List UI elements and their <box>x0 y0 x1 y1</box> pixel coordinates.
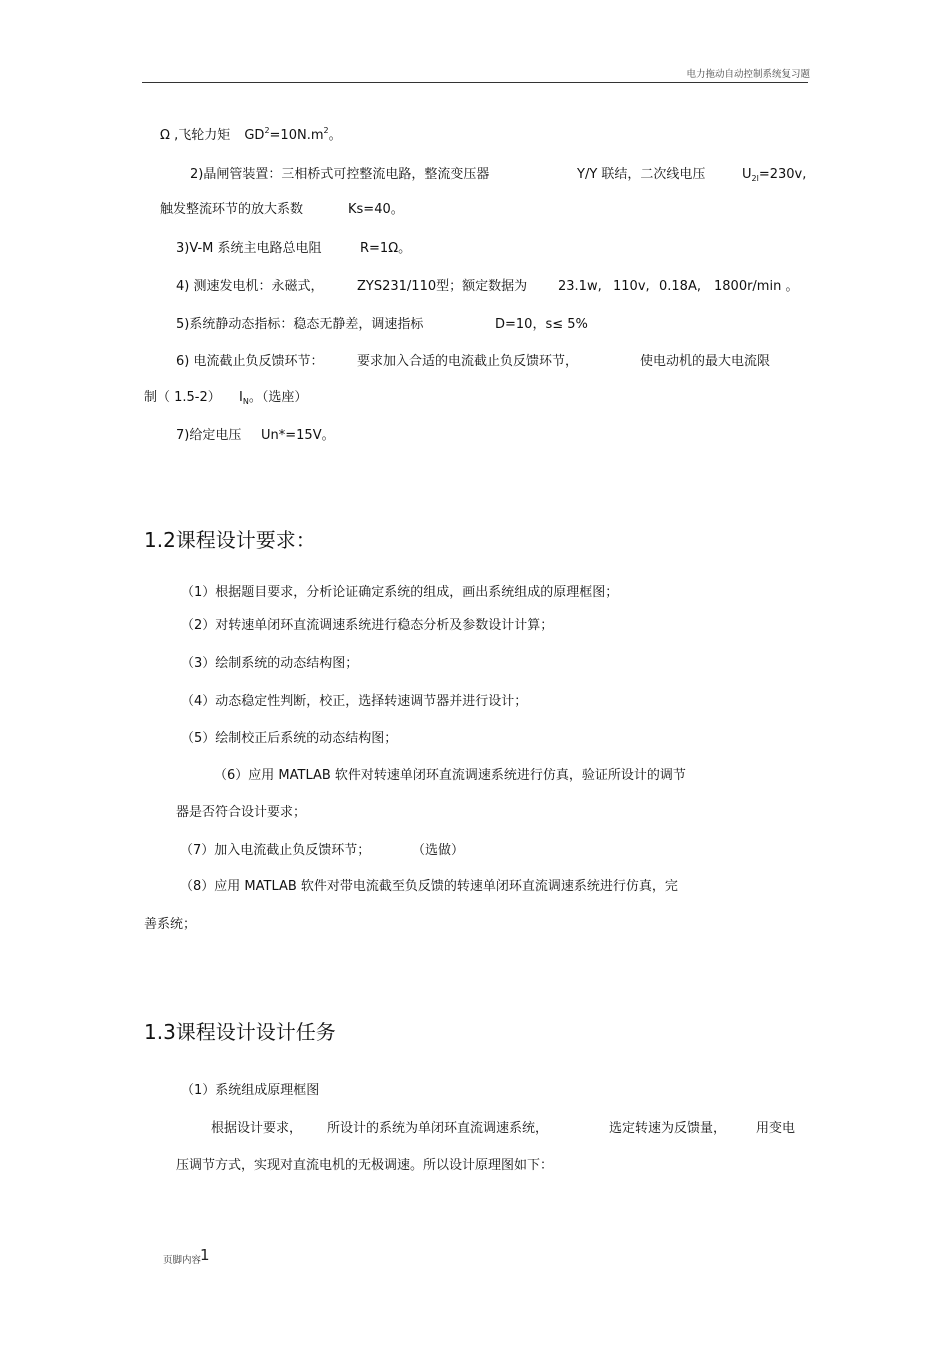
param-text: Un*=15V。 <box>261 428 335 443</box>
param-line-3 <box>160 202 460 218</box>
param-text: 制（ 1.5-2） <box>144 390 221 405</box>
param-text: 2)晶闸管装置：三相桥式可控整流电路，整流变压器 <box>190 167 490 182</box>
param-text: 5)系统静动态指标：稳态无静差，调速指标 <box>176 317 424 332</box>
paragraph-text: 所设计的系统为单闭环直流调速系统， <box>327 1121 549 1136</box>
section-heading-1-3: 1.3课程设计设计任务 <box>144 1020 336 1044</box>
list-item: （8）应用 MATLAB 软件对带电流截至负反馈的转速单闭环直流调速系统进行仿真，完 <box>180 879 678 894</box>
list-item: （5）绘制校正后系统的动态结构图； <box>181 731 398 746</box>
param-text: Ω ,飞轮力矩 <box>160 128 231 143</box>
header-title: 电力拖动自动控制系统复习题 <box>686 69 810 80</box>
param-line-9 <box>176 428 476 444</box>
param-line-6 <box>176 317 616 333</box>
param-text: ZYS231/110型；额定数据为 <box>357 279 528 294</box>
param-text: GD <box>244 128 265 143</box>
paragraph-line <box>211 1121 811 1137</box>
param-line-4 <box>176 241 476 257</box>
list-item-continuation: 善系统； <box>144 917 197 932</box>
param-text: R=1Ω。 <box>360 241 412 256</box>
param-text: 要求加入合适的电流截止负反馈环节， <box>357 354 579 369</box>
param-segment: $U_{2l}=230v$, <box>742 167 807 183</box>
param-text: 。 <box>328 128 342 143</box>
param-text: 使电动机的最大电流限 <box>640 354 771 369</box>
param-text: 4) 测速发电机：永磁式， <box>176 279 324 294</box>
page-number: 1 <box>200 1246 210 1264</box>
paragraph-text: 用变电 <box>756 1121 796 1136</box>
list-item: （4）动态稳定性判断，校正，选择转速调节器并进行设计； <box>181 694 528 709</box>
param-text: 1800r/min 。 <box>714 279 799 294</box>
param-text: 110v, <box>613 279 650 294</box>
param-text: 3)V-M 系统主电路总电阻 <box>176 241 322 256</box>
param-text: Y/Y 联结，二次线电压 <box>577 167 706 182</box>
superscript: 2 <box>323 126 329 135</box>
param-text: 6) 电流截止负反馈环节： <box>176 354 324 369</box>
paragraph-line: 压调节方式，实现对直流电机的无极调速。所以设计原理图如下： <box>176 1158 554 1173</box>
subscript: N <box>242 397 249 406</box>
list-item: （1）根据题目要求，分析论证确定系统的组成，画出系统组成的原理框图； <box>181 585 619 600</box>
list-item: （6）应用 MATLAB 软件对转速单闭环直流调速系统进行仿真，验证所设计的调节 <box>214 768 686 783</box>
param-segment: $I_N$。（选座） <box>239 390 308 406</box>
param-line-8 <box>144 390 444 406</box>
list-item-text: （7）加入电流截止负反馈环节； <box>180 843 371 858</box>
param-text: 23.1w, <box>558 279 602 294</box>
param-line-7 <box>176 354 796 370</box>
list-item <box>180 843 500 859</box>
param-line-1 <box>160 128 342 144</box>
list-item: （2）对转速单闭环直流调速系统进行稳态分析及参数设计计算； <box>181 618 554 633</box>
param-text: 7)给定电压 <box>176 428 242 443</box>
param-text: D=10，s≤ 5% <box>495 317 588 332</box>
param-text: Ks=40。 <box>348 202 404 217</box>
param-line-5 <box>176 279 816 295</box>
header-divider <box>142 82 808 83</box>
paragraph-text: 选定转速为反馈量， <box>609 1121 727 1136</box>
list-item-continuation: 器是否符合设计要求； <box>176 805 307 820</box>
list-item-note: （选做） <box>412 843 465 858</box>
superscript: 2 <box>264 126 270 135</box>
param-text: =10N.m <box>269 128 324 143</box>
param-text: 触发整流环节的放大系数 <box>160 202 304 217</box>
subsection-label: （1）系统组成原理框图 <box>181 1083 320 1098</box>
paragraph-text: 根据设计要求， <box>211 1121 303 1136</box>
subscript: 2l <box>751 174 759 183</box>
section-heading-1-2: 1.2课程设计要求： <box>144 528 316 552</box>
param-line-2 <box>190 167 810 183</box>
footer-label: 页脚内容 <box>163 1255 202 1266</box>
list-item: （3）绘制系统的动态结构图； <box>181 656 359 671</box>
param-text: 0.18A, <box>659 279 701 294</box>
